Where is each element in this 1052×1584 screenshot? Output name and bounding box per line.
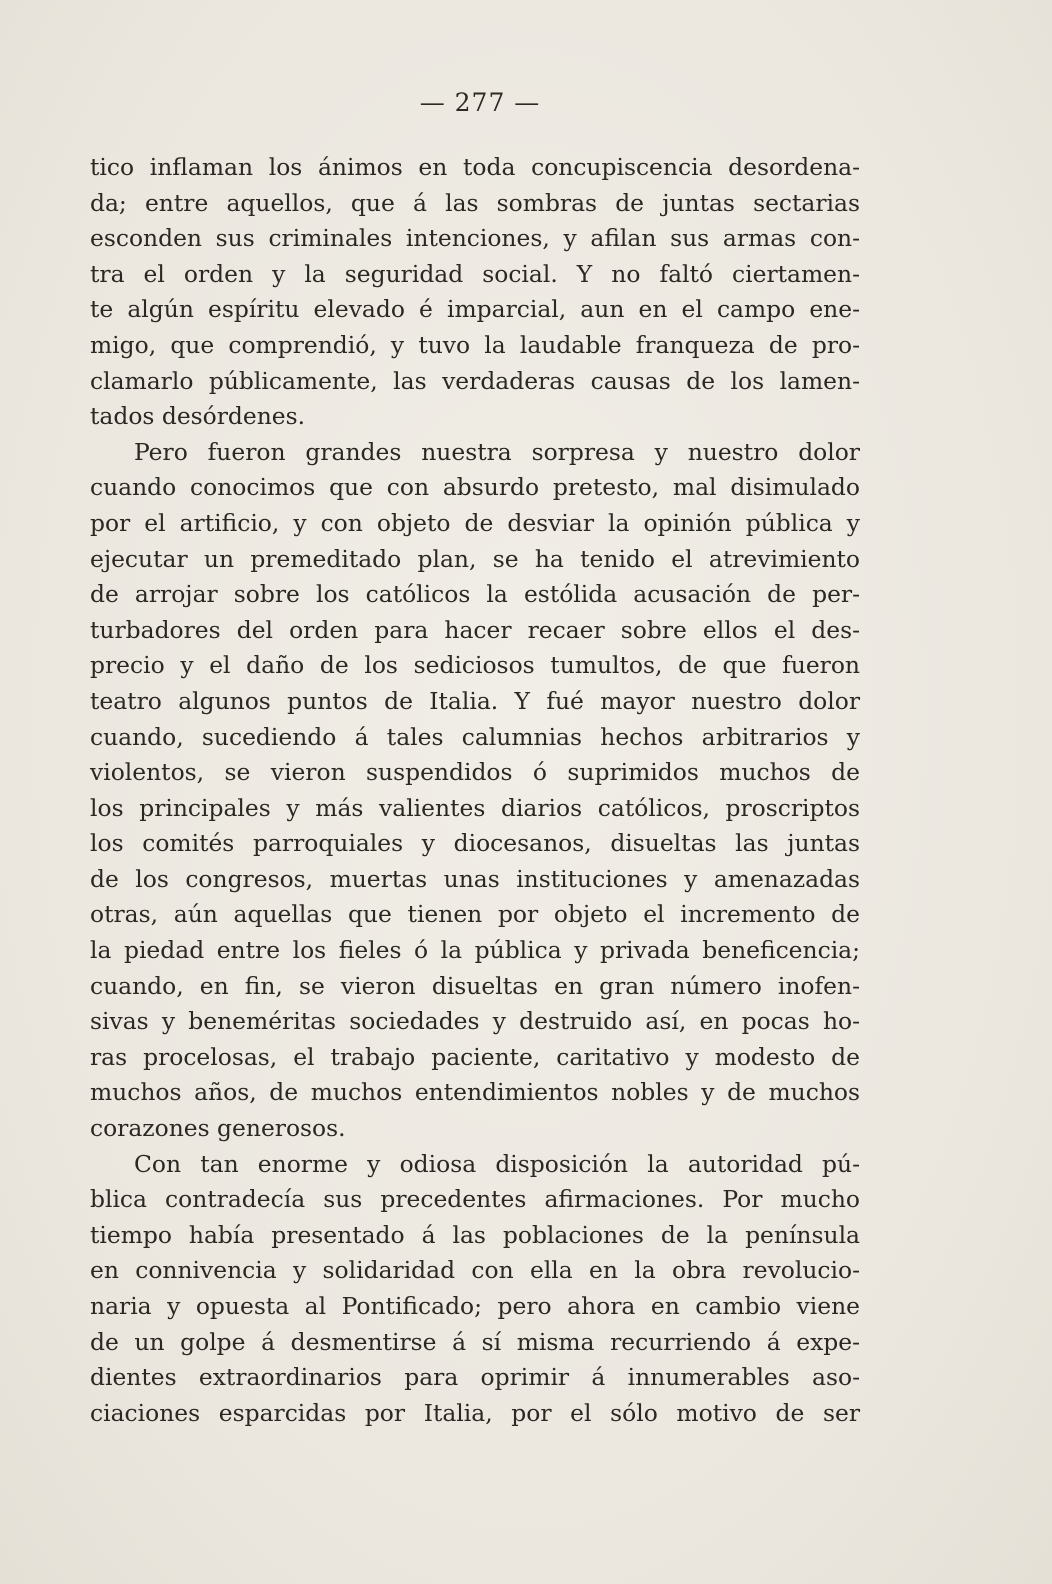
text-line: muchos años, de muchos entendimientos nobles y de muchos (90, 1078, 860, 1107)
text-line: dientes extraordinarios para oprimir á innumerables aso- (90, 1363, 860, 1392)
text-line: violentos, se vieron suspendidos ó suprimidos muchos de (90, 758, 860, 787)
text-line: tiempo había presentado á las poblaciones de la península (90, 1220, 860, 1249)
text-line: migo, que comprendió, y tuvo la laudable franqueza de pro- (90, 330, 860, 359)
text-line: ejecutar un premeditado plan, se ha tenido el atrevimiento (90, 544, 860, 573)
text-line: te algún espíritu elevado é imparcial, aun en el campo ene- (90, 295, 860, 324)
text-line: sivas y beneméritas sociedades y destruido así, en pocas ho- (90, 1007, 860, 1036)
text-line: cuando conocimos que con absurdo pretesto, mal disimulado (90, 473, 860, 502)
text-line: da; entre aquellos, que á las sombras de juntas sectarias (90, 188, 860, 217)
text-line: precio y el daño de los sediciosos tumultos, de que fueron (90, 651, 860, 680)
text-line: corazones generosos. (90, 1114, 346, 1143)
text-line: en connivencia y solidaridad con ella en la obra revolucio- (90, 1256, 860, 1285)
text-line: cuando, en fin, se vieron disueltas en gran número inofen- (90, 971, 860, 1000)
text-line: ciaciones esparcidas por Italia, por el sólo motivo de ser (90, 1398, 860, 1427)
text-line: la piedad entre los fieles ó la pública y privada beneficencia; (90, 936, 860, 965)
text-line: de arrojar sobre los católicos la estólida acusación de per- (90, 580, 860, 609)
text-line: Pero fueron grandes nuestra sorpresa y nuestro dolor (134, 437, 860, 466)
text-line: ras procelosas, el trabajo paciente, caritativo y modesto de (90, 1042, 860, 1071)
text-line: por el artificio, y con objeto de desviar la opinión pública y (90, 508, 860, 537)
text-line: blica contradecía sus precedentes afirmaciones. Por mucho (90, 1185, 860, 1214)
text-line: de los congresos, muertas unas instituciones y amenazadas (90, 864, 860, 893)
text-line: cuando, sucediendo á tales calumnias hechos arbitrarios y (90, 722, 860, 751)
text-line: teatro algunos puntos de Italia. Y fué mayor nuestro dolor (90, 686, 860, 715)
text-line: otras, aún aquellas que tienen por objeto el incremento de (90, 900, 860, 929)
body-text (90, 150, 860, 1431)
text-line: los comités parroquiales y diocesanos, disueltas las juntas (90, 829, 860, 858)
text-line: los principales y más valientes diarios católicos, proscriptos (90, 793, 860, 822)
text-line: tados desórdenes. (90, 402, 306, 431)
text-line: Con tan enorme y odiosa disposición la autoridad pú- (134, 1149, 860, 1178)
text-line: tico inflaman los ánimos en toda concupiscencia desordena- (90, 153, 860, 181)
page-number: — 277 — (419, 88, 541, 117)
text-line: tra el orden y la seguridad social. Y no faltó ciertamen- (90, 259, 860, 288)
text-line: turbadores del orden para hacer recaer sobre ellos el des- (90, 615, 860, 644)
text-line: esconden sus criminales intenciones, y afilan sus armas con- (90, 224, 860, 253)
text-line: de un golpe á desmentirse á sí misma recurriendo á expe- (90, 1327, 860, 1356)
text-line: naria y opuesta al Pontificado; pero ahora en cambio viene (90, 1292, 860, 1320)
text-line: clamarlo públicamente, las verdaderas causas de los lamen- (90, 366, 860, 395)
